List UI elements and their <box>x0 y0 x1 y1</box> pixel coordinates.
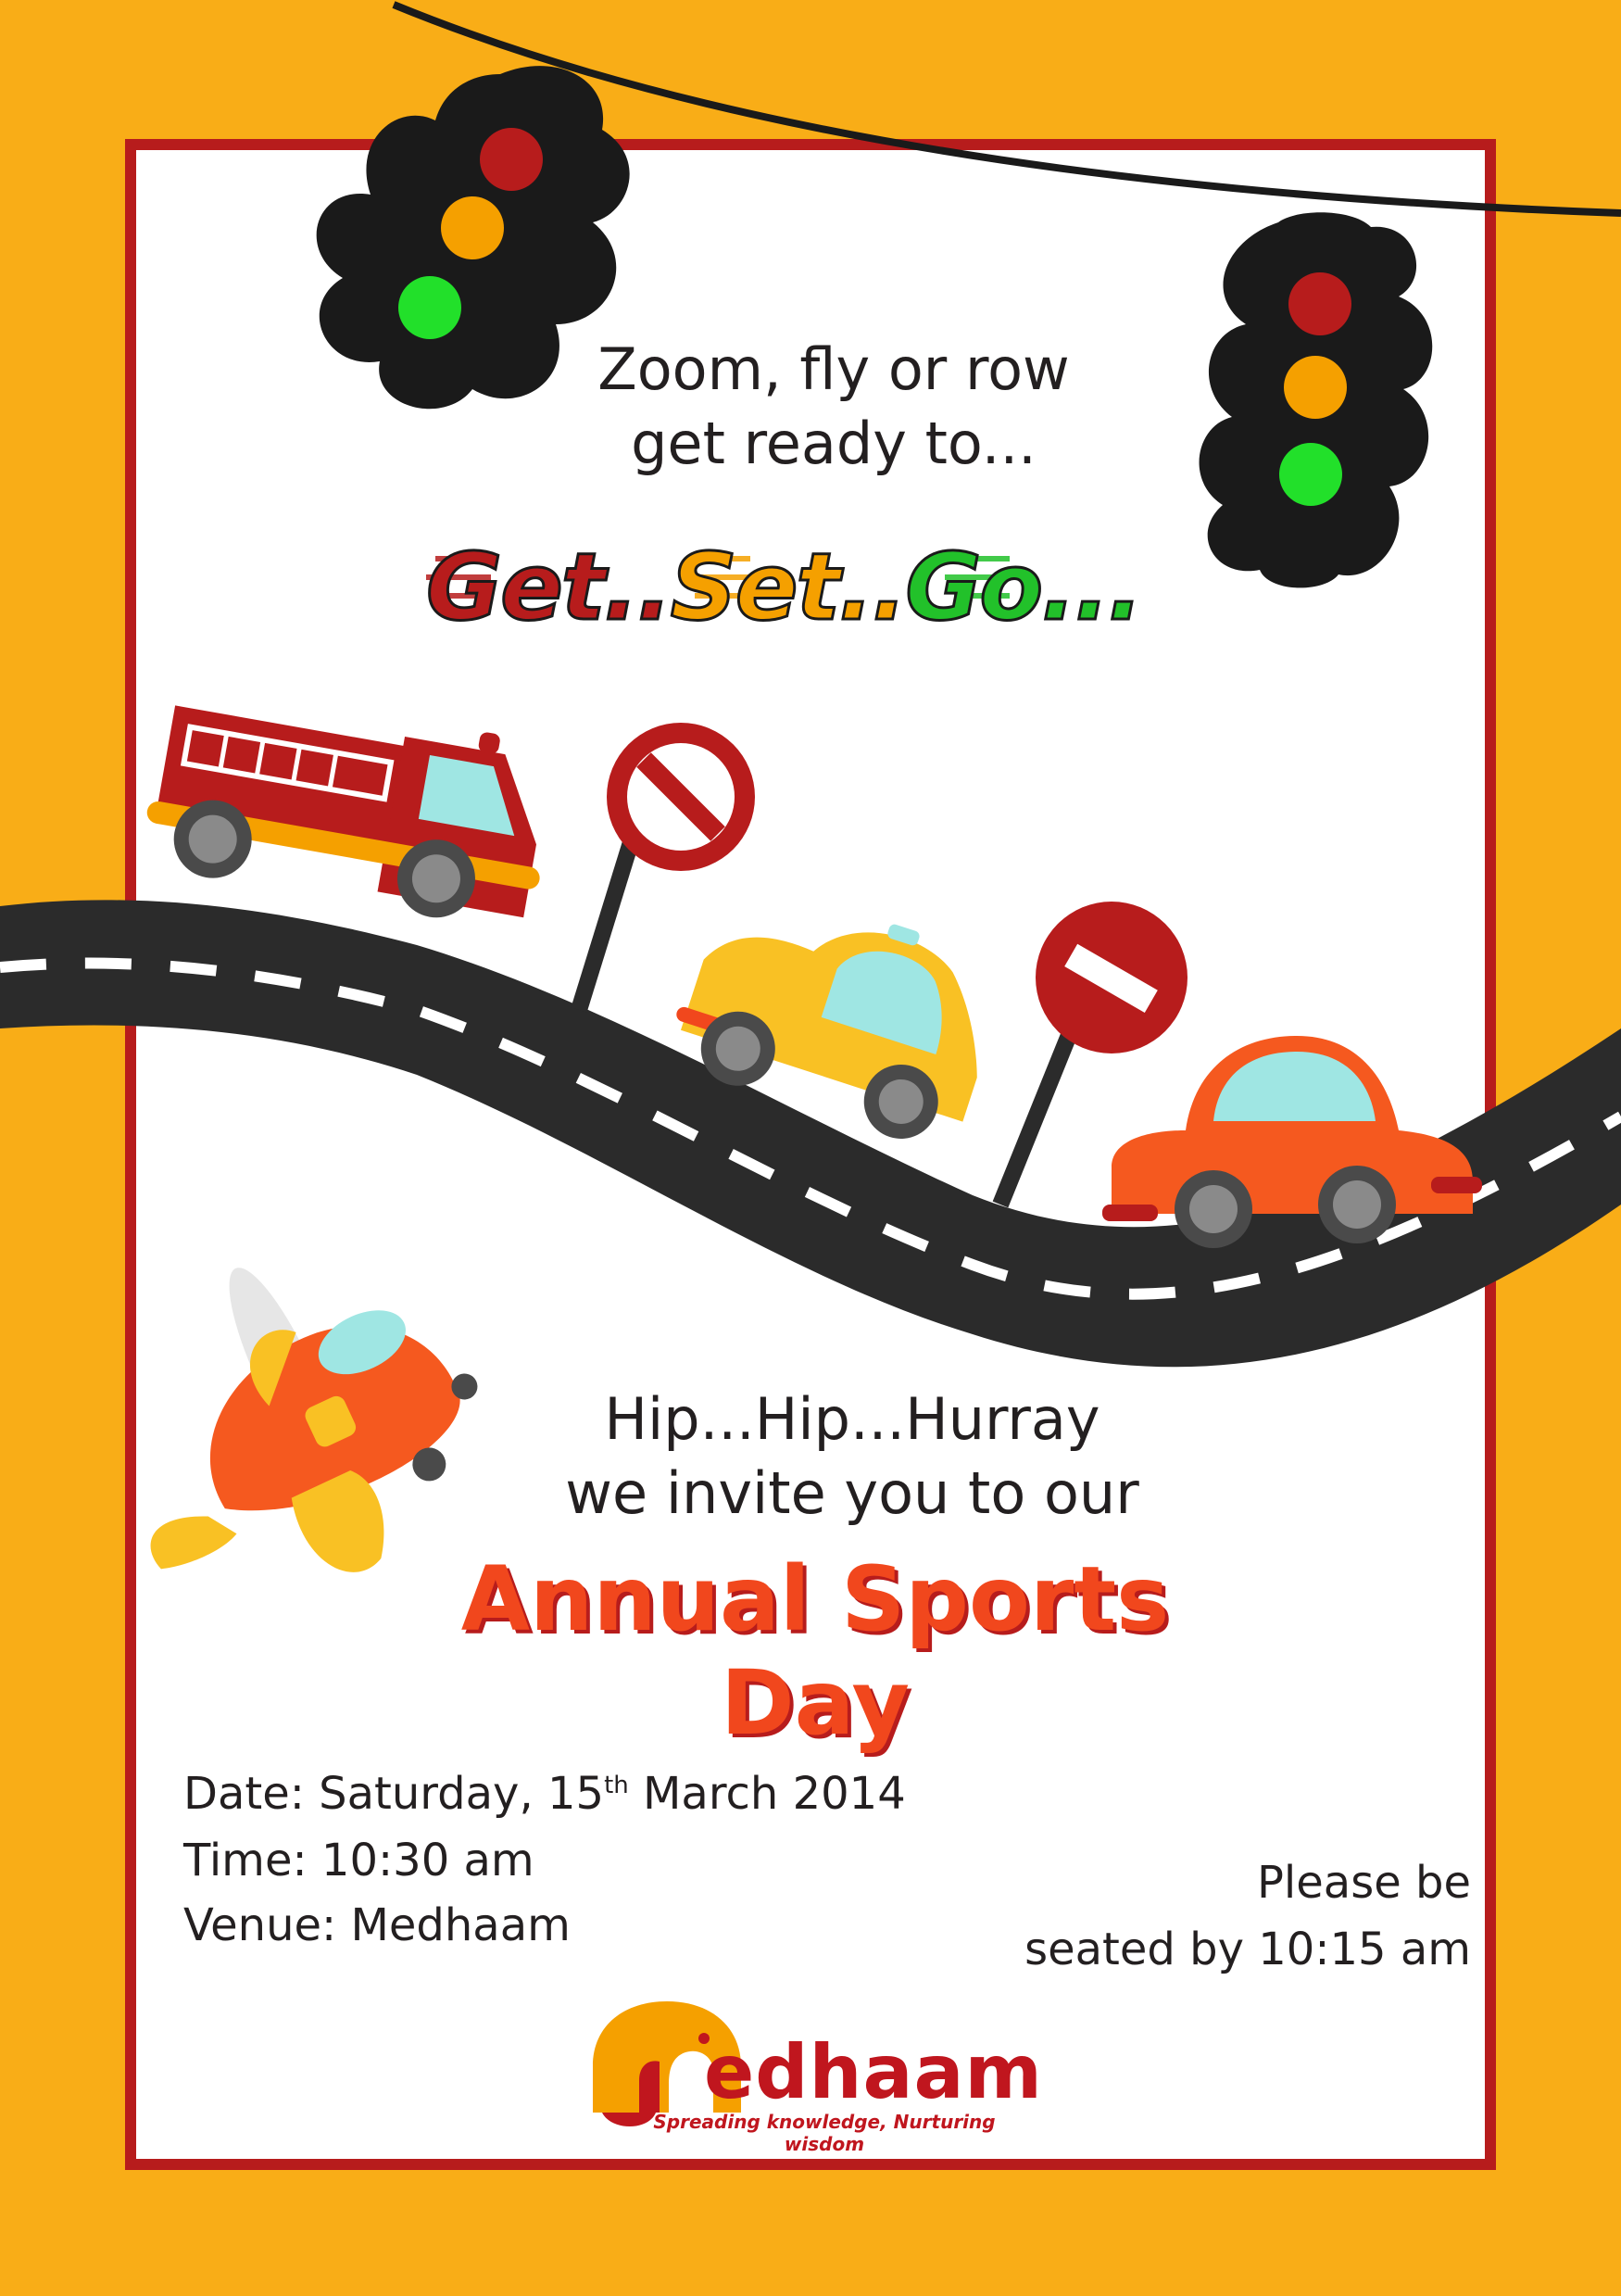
red-light-icon <box>480 128 543 191</box>
amber-light-icon <box>441 196 504 259</box>
greeting-line1: Hip...Hip...Hurray <box>604 1385 1100 1453</box>
date-prefix: Date: Saturday, 15 <box>183 1768 605 1820</box>
tagline-line1: Zoom, fly or row <box>597 335 1070 403</box>
go-word: Go... <box>905 533 1142 641</box>
get-set-go-heading <box>426 533 1223 641</box>
greeting-line2: we invite you to our <box>565 1459 1139 1527</box>
set-word: Set.. <box>670 533 906 641</box>
seating-note-line1: Please be <box>1256 1857 1471 1909</box>
fire-truck-icon <box>138 676 563 935</box>
event-title: Annual Sports Day <box>460 1547 1170 1755</box>
event-date <box>183 1768 906 1820</box>
green-light-icon <box>398 276 461 339</box>
date-suffix: March 2014 <box>628 1768 906 1820</box>
green-light-icon <box>1279 443 1342 506</box>
logo-tagline: Spreading knowledge, Nurturing wisdom <box>653 2111 996 2155</box>
amber-light-icon <box>1284 356 1347 419</box>
seating-note-line2: seated by 10:15 am <box>1024 1924 1471 1975</box>
get-word: Get.. <box>426 533 671 641</box>
logo-wordmark: edhaam <box>704 2029 1043 2115</box>
red-light-icon <box>1288 272 1351 335</box>
event-venue: Venue: Medhaam <box>183 1899 571 1951</box>
event-time: Time: 10:30 am <box>183 1835 534 1886</box>
date-ordinal: th <box>604 1772 629 1799</box>
traffic-light-right-icon <box>1200 212 1433 587</box>
tagline-line2: get ready to... <box>631 410 1037 477</box>
